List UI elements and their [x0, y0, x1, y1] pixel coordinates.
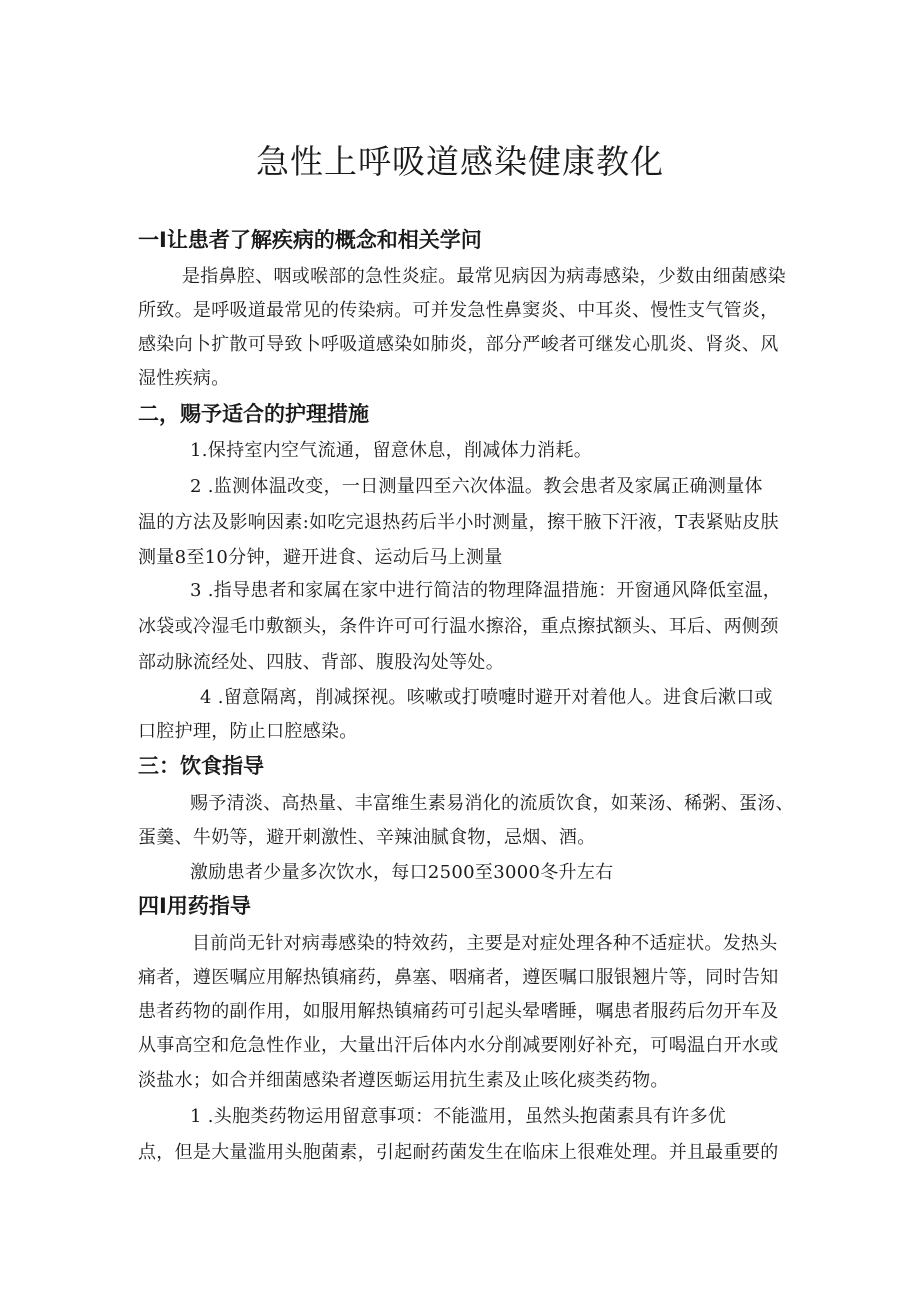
section-2-heading: 二，赐予适合的护理措施	[138, 402, 369, 426]
section-1-heading: 一I让患者了解疾病的概念和相关学问	[138, 228, 482, 252]
section-3-line-1: 赐予清淡、高热量、丰富维生素易消化的流质饮食，如莱汤、稀粥、蛋汤、	[190, 793, 794, 814]
section-4-line-6: 1 .头胞类药物运用留意事项：不能滥用，虽然头抱菌素具有许多优	[190, 1106, 727, 1127]
section-2-line-5: 3 .指导患者和家属在家中进行简洁的物理降温措施：开窗通风降低室温，	[190, 580, 782, 601]
section-2-line-1: 1.保持室内空气流通，留意休息，削减体力消耗。	[190, 440, 593, 461]
section-4-line-3: 患者药物的副作用，如服用解热镇痛药可引起头晕嗜睡，嘱患者服药后勿开车及	[138, 1001, 779, 1022]
section-4-line-1: 目前尚无针对病毒感染的特效药，主要是对症处理各种不适症状。发热头	[192, 933, 778, 954]
section-4-line-2: 痛者，遵医嘱应用解热镇痛药，鼻塞、咽痛者，遵医嘱口服银翘片等，同时告知	[138, 967, 779, 988]
section-2-line-3: 温的方法及影响因素:如吃完退热药后半小时测量，擦干腋下汗液，T表紧贴皮肤	[138, 512, 779, 533]
section-4-heading: 四I用药指导	[138, 894, 251, 918]
section-1-line-3: 感染向卜扩散可导致卜呼吸道感染如肺炎，部分严峻者可继发心肌炎、肾炎、风	[138, 334, 779, 355]
section-2-line-4: 测量8至10分钟，避开进食、运动后马上测量	[138, 547, 503, 568]
section-3-line-2: 蛋羹、牛奶等，避开刺激性、辛辣油腻食物，忌烟、酒。	[138, 827, 596, 848]
section-3-heading: 三：饮食指导	[138, 754, 264, 778]
document-title: 急性上呼吸道感染健康教化	[256, 142, 664, 181]
section-2-line-9: 口腔护理，防止口腔感染。	[138, 721, 358, 742]
section-1-line-4: 湿性疾病。	[138, 368, 230, 389]
section-2-line-2: 2 .监测体温改变，一日测量四至六次体温。教会患者及家属正确测量体	[190, 476, 763, 497]
section-2-line-8: 4 .留意隔离，削减探视。咳嗽或打喷嚏时避开对着他人。进食后漱口或	[200, 687, 773, 708]
section-4-line-5: 淡盐水；如合并细菌感染者遵医蛎运用抗生素及止咳化痰类药物。	[138, 1070, 669, 1091]
section-1-line-1: 是指鼻腔、咽或喉部的急性炎症。最常见病因为病毒感染，少数由细菌感染	[182, 266, 786, 287]
section-4-line-4: 从事高空和危急性作业，大量出汗后体内水分削减要刚好补充，可喝温白开水或	[138, 1035, 779, 1056]
section-4-line-7: 点，但是大量滥用头胞菌素，引起耐药菌发生在临床上很难处理。并且最重要的	[138, 1142, 779, 1163]
section-2-line-6: 冰袋或冷湿毛巾敷额头，条件许可可行温水擦浴，重点擦拭额头、耳后、两侧颈	[138, 616, 779, 637]
section-2-line-7: 部动脉流经处、四肢、背部、腹股沟处等处。	[138, 652, 504, 673]
section-3-line-3: 激励患者少量多次饮水，每口2500至3000冬升左右	[190, 862, 614, 883]
section-1-line-2: 所致。是呼吸道最常见的传染病。可并发急性鼻窦炎、中耳炎、慢性支气管炎，	[138, 300, 779, 321]
